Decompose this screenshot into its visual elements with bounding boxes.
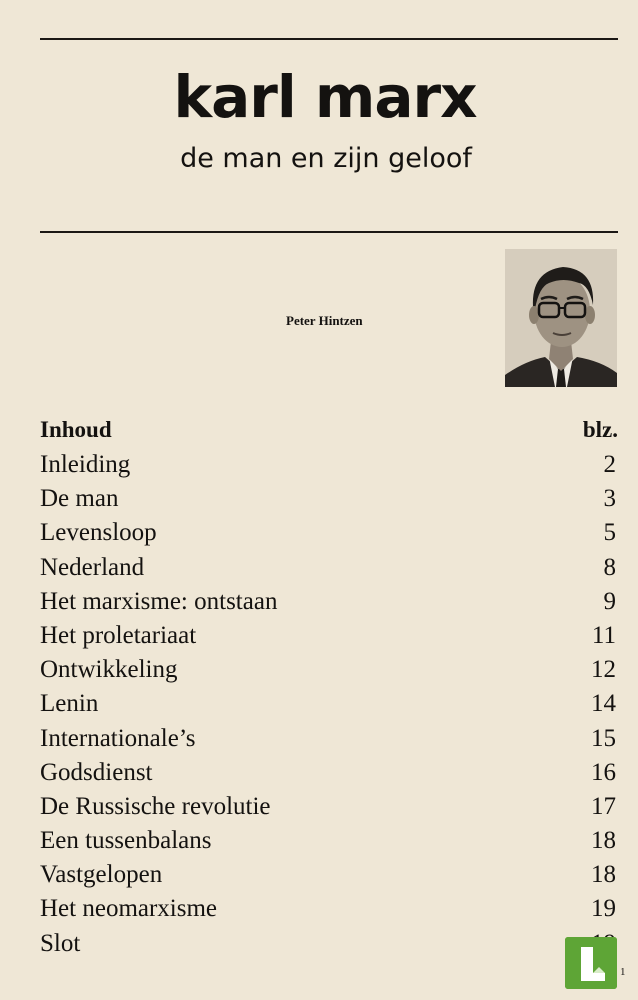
toc-entry (40, 653, 616, 687)
toc-entry-title: De Russische revolutie (40, 792, 271, 820)
toc-entry-page: 18 (591, 861, 616, 889)
book-subtitle: de man en zijn geloof (180, 143, 472, 174)
toc-entry-page: 18 (591, 827, 616, 855)
author-name: Peter Hintzen (286, 313, 363, 328)
toc-entry (40, 892, 616, 926)
toc-entry-title: Slot (40, 929, 81, 957)
toc-entry (40, 790, 616, 824)
toc-entry-title: Internationale’s (40, 724, 196, 752)
logo-mark-icon (565, 937, 617, 989)
toc-entry (40, 482, 616, 516)
toc-entry (40, 619, 616, 653)
toc-entry (40, 687, 616, 721)
toc-entry-page: 12 (591, 656, 616, 684)
toc-entry (40, 756, 616, 790)
toc-entry-title: Vastgelopen (40, 861, 163, 889)
toc-entry (40, 585, 616, 619)
toc-entry-page: 11 (591, 621, 616, 649)
book-title: karl marx (173, 63, 477, 131)
toc-entry (40, 927, 616, 961)
top-rule (40, 38, 618, 40)
toc-heading: Inhoud (40, 417, 112, 442)
table-of-contents (40, 448, 616, 961)
toc-entry-title: Godsdienst (40, 758, 153, 786)
toc-entry-title: Lenin (40, 690, 99, 718)
toc-entry-page: 2 (603, 451, 616, 478)
toc-entry (40, 722, 616, 756)
toc-entry (40, 516, 616, 550)
toc-entry-title: Ontwikkeling (40, 656, 178, 684)
toc-entry-title: De man (40, 485, 119, 513)
toc-entry-title: Het neomarxisme (40, 895, 218, 923)
portrait-image (505, 249, 617, 387)
author-photo (505, 249, 617, 387)
toc-entry-page: 17 (591, 792, 616, 820)
toc-entry-title: Nederland (40, 553, 145, 581)
toc-entry-page: 14 (591, 690, 616, 718)
toc-entry-page: 5 (603, 519, 616, 547)
toc-page-heading: blz. (582, 417, 618, 442)
toc-entry-page: 16 (591, 758, 616, 786)
toc-entry-title: Levensloop (40, 519, 157, 547)
header-rule (40, 231, 618, 233)
toc-entry-page: 9 (603, 587, 616, 615)
toc-entry-page: 15 (591, 724, 616, 752)
toc-header (40, 417, 618, 447)
toc-entry-page: 19 (591, 895, 616, 923)
toc-entry-title: Inleiding (40, 451, 131, 478)
seller-logo (565, 937, 617, 989)
toc-entry (40, 824, 616, 858)
toc-entry-page: 8 (603, 553, 616, 581)
toc-entry-title: Het proletariaat (40, 621, 197, 649)
toc-entry-title: Het marxisme: ontstaan (40, 587, 278, 615)
page-number: 1 (620, 966, 626, 978)
toc-entry (40, 858, 616, 892)
toc-entry (40, 551, 616, 585)
toc-entry-title: Een tussenbalans (40, 827, 212, 855)
toc-entry-page: 3 (603, 485, 616, 513)
toc-entry (40, 448, 616, 482)
